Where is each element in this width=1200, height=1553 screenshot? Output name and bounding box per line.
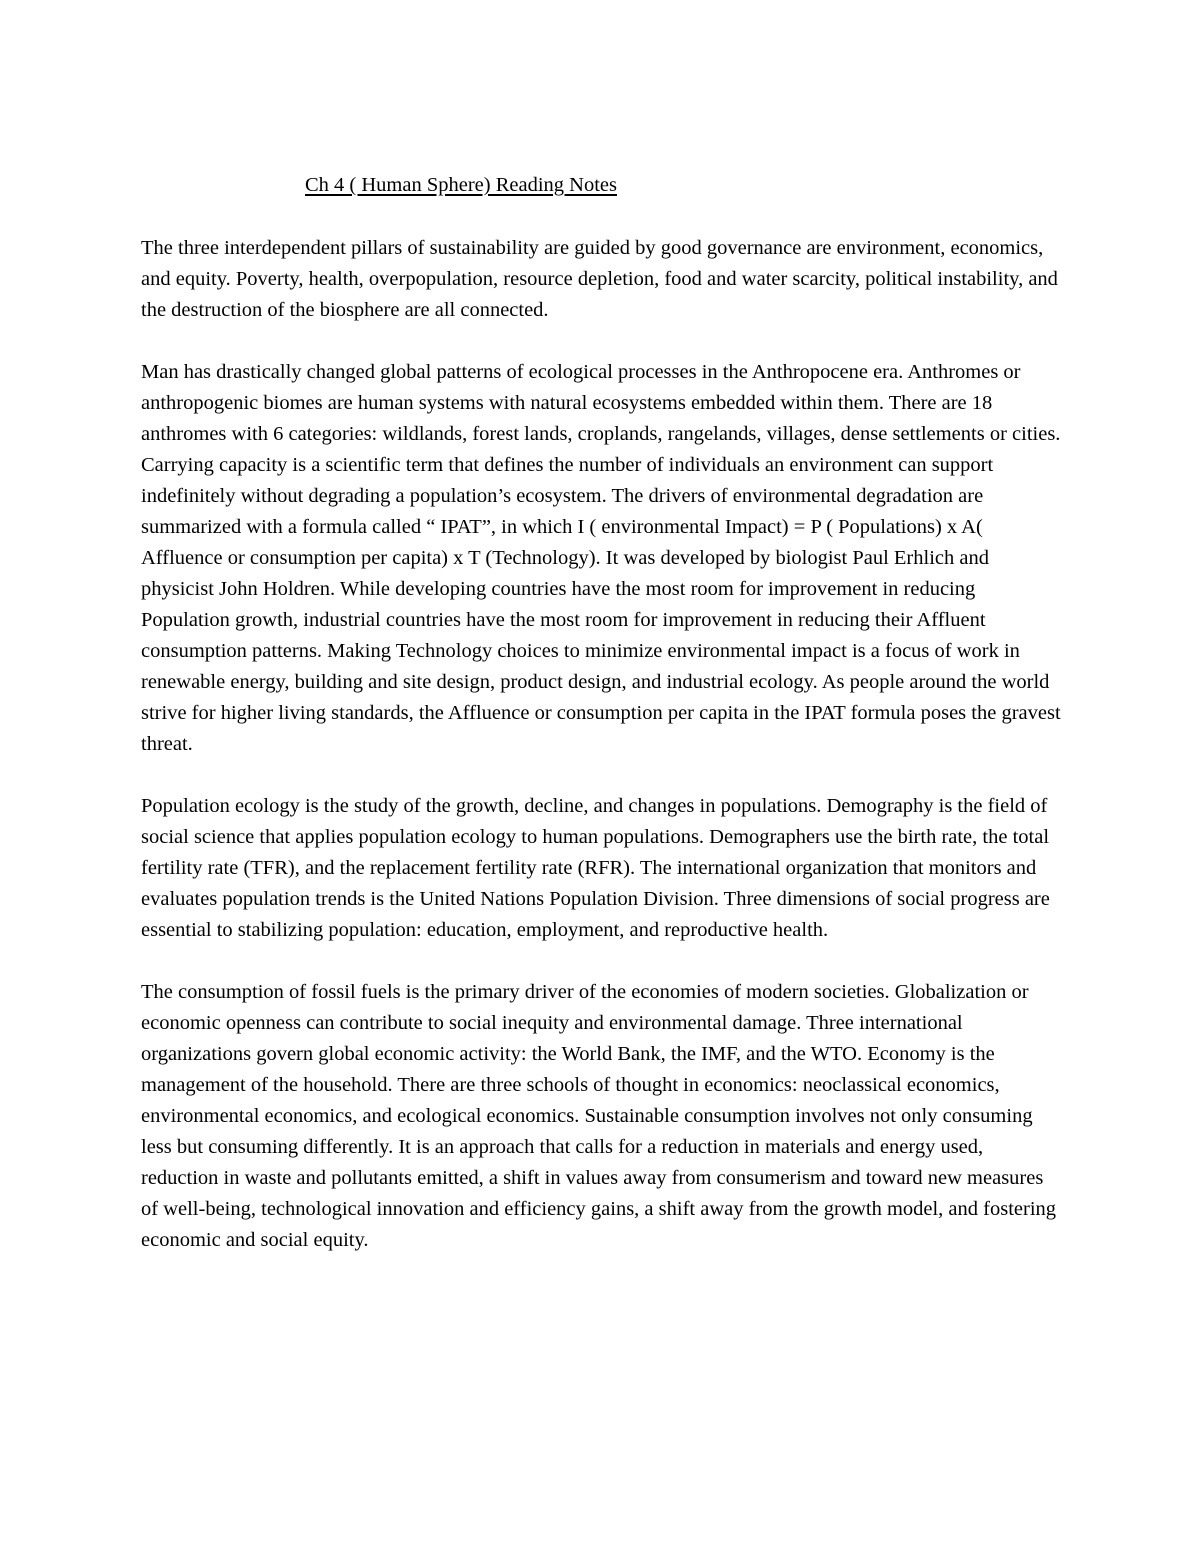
document-body — [141, 233, 1063, 1287]
document-title: Ch 4 ( Human Sphere) Reading Notes — [305, 174, 617, 196]
paragraph-population-ecology: Population ecology is the study of the growth, decline, and changes in populations. Demography is the field of social science that applies population ecology to human populations. Demographers use the birth rate, the total fertility rate (TFR), and the replacement fertility rate (RFR). The international organization that monitors and evaluates population trends is the United Nations Population Division. Three dimensions of social progress are essential to stabilizing population: education, employment, and reproductive health. — [141, 795, 1050, 941]
paragraph-sustainability-pillars: The three interdependent pillars of sustainability are guided by good governance are environment, economics, and equity. Poverty, health, overpopulation, resource depletion, food and water scarcity, political instability, and the destruction of the biosphere are all connected. — [141, 237, 1058, 321]
paragraph-anthromes-ipat: Man has drastically changed global patterns of ecological processes in the Anthropocene era. Anthromes or anthropogenic biomes are human systems with natural ecosystems embedded within them. There are 18 anthromes with 6 categories: wildlands, forest lands, croplands, rangelands, villages, dense settlements or cities. Carrying capacity is a scientific term that defines the number of individuals an environment can support indefinitely without degrading a population’s ecosystem. The drivers of environmental degradation are summarized with a formula called “ IPAT”, in which I ( environmental Impact) = P ( Populations) x A( Affluence or consumption per capita) x T (Technology). It was developed by biologist Paul Erhlich and physicist John Holdren. While developing countries have the most room for improvement in reducing Population growth, industrial countries have the most room for improvement in reducing their Affluent consumption patterns. Making Technology choices to minimize environmental impact is a focus of work in renewable energy, building and site design, product design, and industrial ecology. As people around the world strive for higher living standards, the Affluence or consumption per capita in the IPAT formula poses the gravest threat. — [141, 361, 1061, 755]
paragraph-consumption-economics: The consumption of fossil fuels is the primary driver of the economies of modern societies. Globalization or economic openness can contribute to social inequity and environmental damage. Three international organizations govern global economic activity: the World Bank, the IMF, and the WTO. Economy is the management of the household. There are three schools of thought in economics: neoclassical economics, environmental economics, and ecological economics. Sustainable consumption involves not only consuming less but consuming differently. It is an approach that calls for a reduction in materials and energy used, reduction in waste and pollutants emitted, a shift in values away from consumerism and toward new measures of well-being, technological innovation and efficiency gains, a shift away from the growth model, and fostering economic and social equity. — [141, 981, 1057, 1251]
